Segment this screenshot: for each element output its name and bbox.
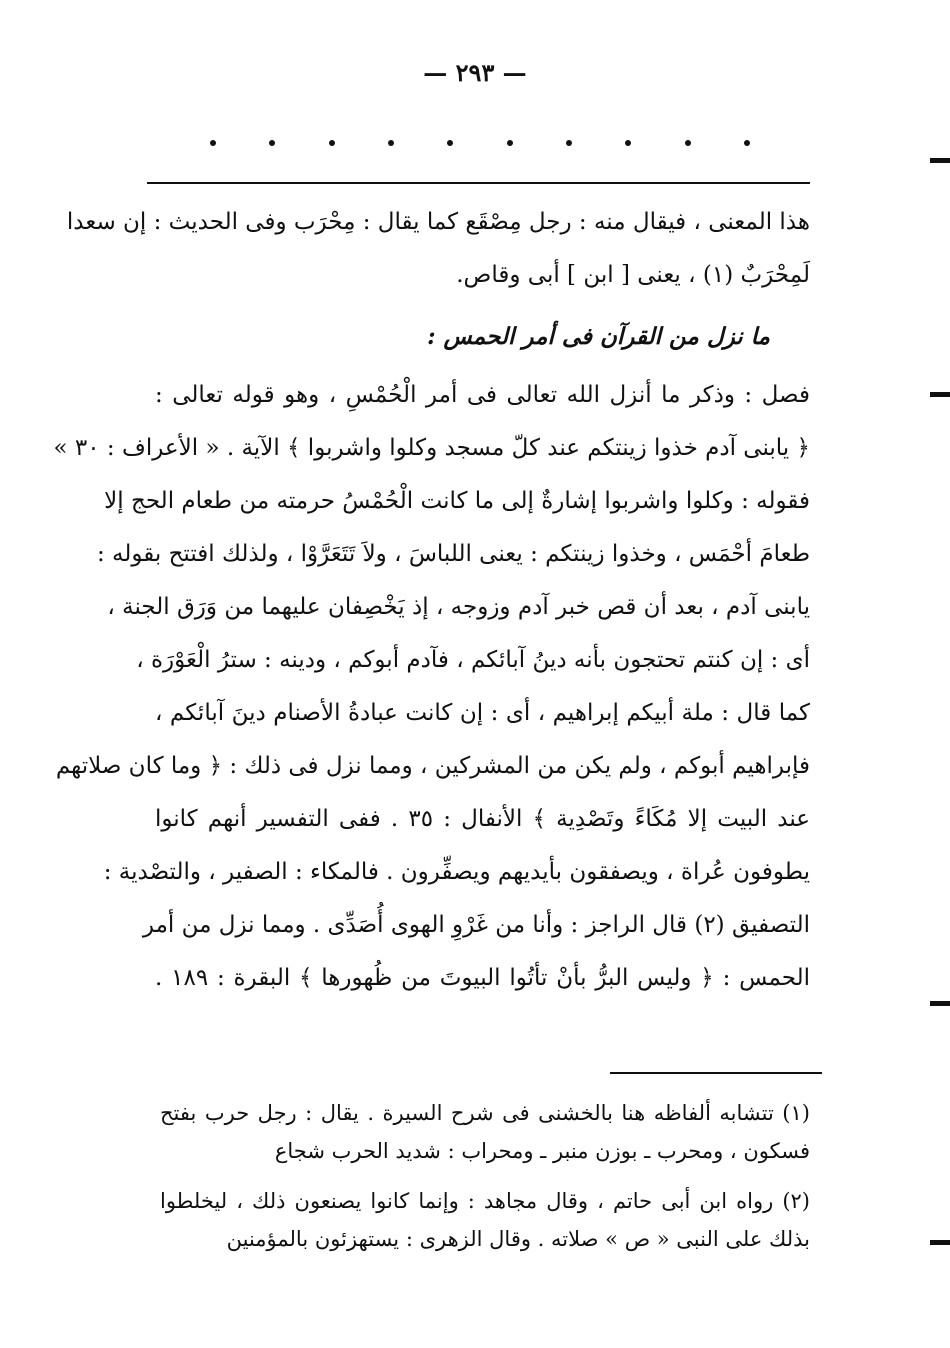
footnote-rule [610,1072,822,1074]
body-line: عند البيت إلا مُكَاءً وتَصْدِية ﴾ الأنفال : ٣٥ . ففى التفسير أنهم كانوا [155,806,810,832]
separator-dot [685,140,691,146]
body-text [53,196,810,1005]
separator-dot [447,140,453,146]
footnote-1 [160,1094,810,1170]
body-line: ﴿ يابنى آدم خذوا زينتكم عند كلّ مسجد وكلوا واشربوا ﴾ الآية . « الأعراف : ٣٠ » [53,435,810,461]
body-line: فقوله : وكلوا واشربوا إشارةٌ إلى ما كانت الْحُمْسُ حرمته من طعام الحج إلا [104,488,810,514]
body-line: كما قال : ملة أبيكم إبراهيم ، أى : إن كانت عبادةُ الأصنام دينَ آبائكم ، [155,700,810,726]
body-line: التصفيق (٢) قال الراجز : وأنا من غَرْوِ الهوى أُصَدِّى . ومما نزل من أمر [142,912,810,938]
body-line: أى : إن كنتم تحتجون بأنه دينُ آبائكم ، فآدم أبوكم ، ودينه : سترُ الْعَوْرَة ، [136,647,810,673]
page-number: — ٢٩٣ — [423,58,527,87]
margin-mark [930,1001,950,1006]
separator-dot [507,140,513,146]
body-line: فإبراهيم أبوكم ، ولم يكن من المشركين ، ومما نزل فى ذلك : ﴿ وما كان صلاتهم [55,753,810,779]
footnote-line: بذلك على النبى « ص » صلاته . وقال الزهرى : يستهزئون بالمؤمنين [226,1227,810,1251]
separator-dot [566,140,572,146]
margin-mark [930,158,950,163]
footnote-line: فسكون ، ومحرب ـ بوزن منبر ـ ومحراب : شديد الحرب شجاع [274,1139,810,1163]
margin-mark [930,1240,950,1245]
footnote-2 [160,1182,810,1258]
body-line: هذا المعنى ، فيقال منه : رجل مِصْقَع كما يقال : مِحْرَب وفى الحديث : إن سعدا [66,209,810,235]
footnote-line: (١) تتشابه ألفاظه هنا بالخشنى فى شرح السيرة . يقال : رجل حرب بفتح [160,1101,810,1125]
separator-dot [329,140,335,146]
body-line: يطوفون عُراة ، ويصفقون بأيديهم ويصفِّرون . فالمكاء : الصفير ، والتصْدية : [103,859,810,885]
separator-dot [744,140,750,146]
body-line: الحمس : ﴿ وليس البرُّ بأنْ تأتُوا البيوتَ من ظُهورها ﴾ البقرة : ١٨٩ . [155,965,810,991]
footnote-line: (٢) رواه ابن أبى حاتم ، وقال مجاهد : وإنما كانوا يصنعون ذلك ، ليخلطوا [160,1189,810,1213]
body-line: طعامَ أحْمَس ، وخذوا زينتكم : يعنى اللباسَ ، ولاَ تَتَعَرَّوْا ، ولذلك افتتح بقوله : [96,541,810,567]
header-rule [147,182,810,184]
margin-mark [930,392,950,397]
section-heading: ما نزل من القرآن فى أمر الحمس : [427,323,770,350]
dot-separator [210,140,750,146]
separator-dot [269,140,275,146]
body-line: يابنى آدم ، بعد أن قص خبر آدم وزوجه ، إذ يَخْصِفان عليهما من وَرَق الجنة ، [107,594,810,620]
separator-dot [210,140,216,146]
separator-dot [388,140,394,146]
separator-dot [625,140,631,146]
footnotes [160,1094,810,1270]
body-line: لَمِحْرَبٌ (١) ، يعنى [ ابن ] أبى وقاص. [456,262,810,288]
body-line: فصل : وذكر ما أنزل الله تعالى فى أمر الْحُمْسِ ، وهو قوله تعالى : [155,382,810,408]
